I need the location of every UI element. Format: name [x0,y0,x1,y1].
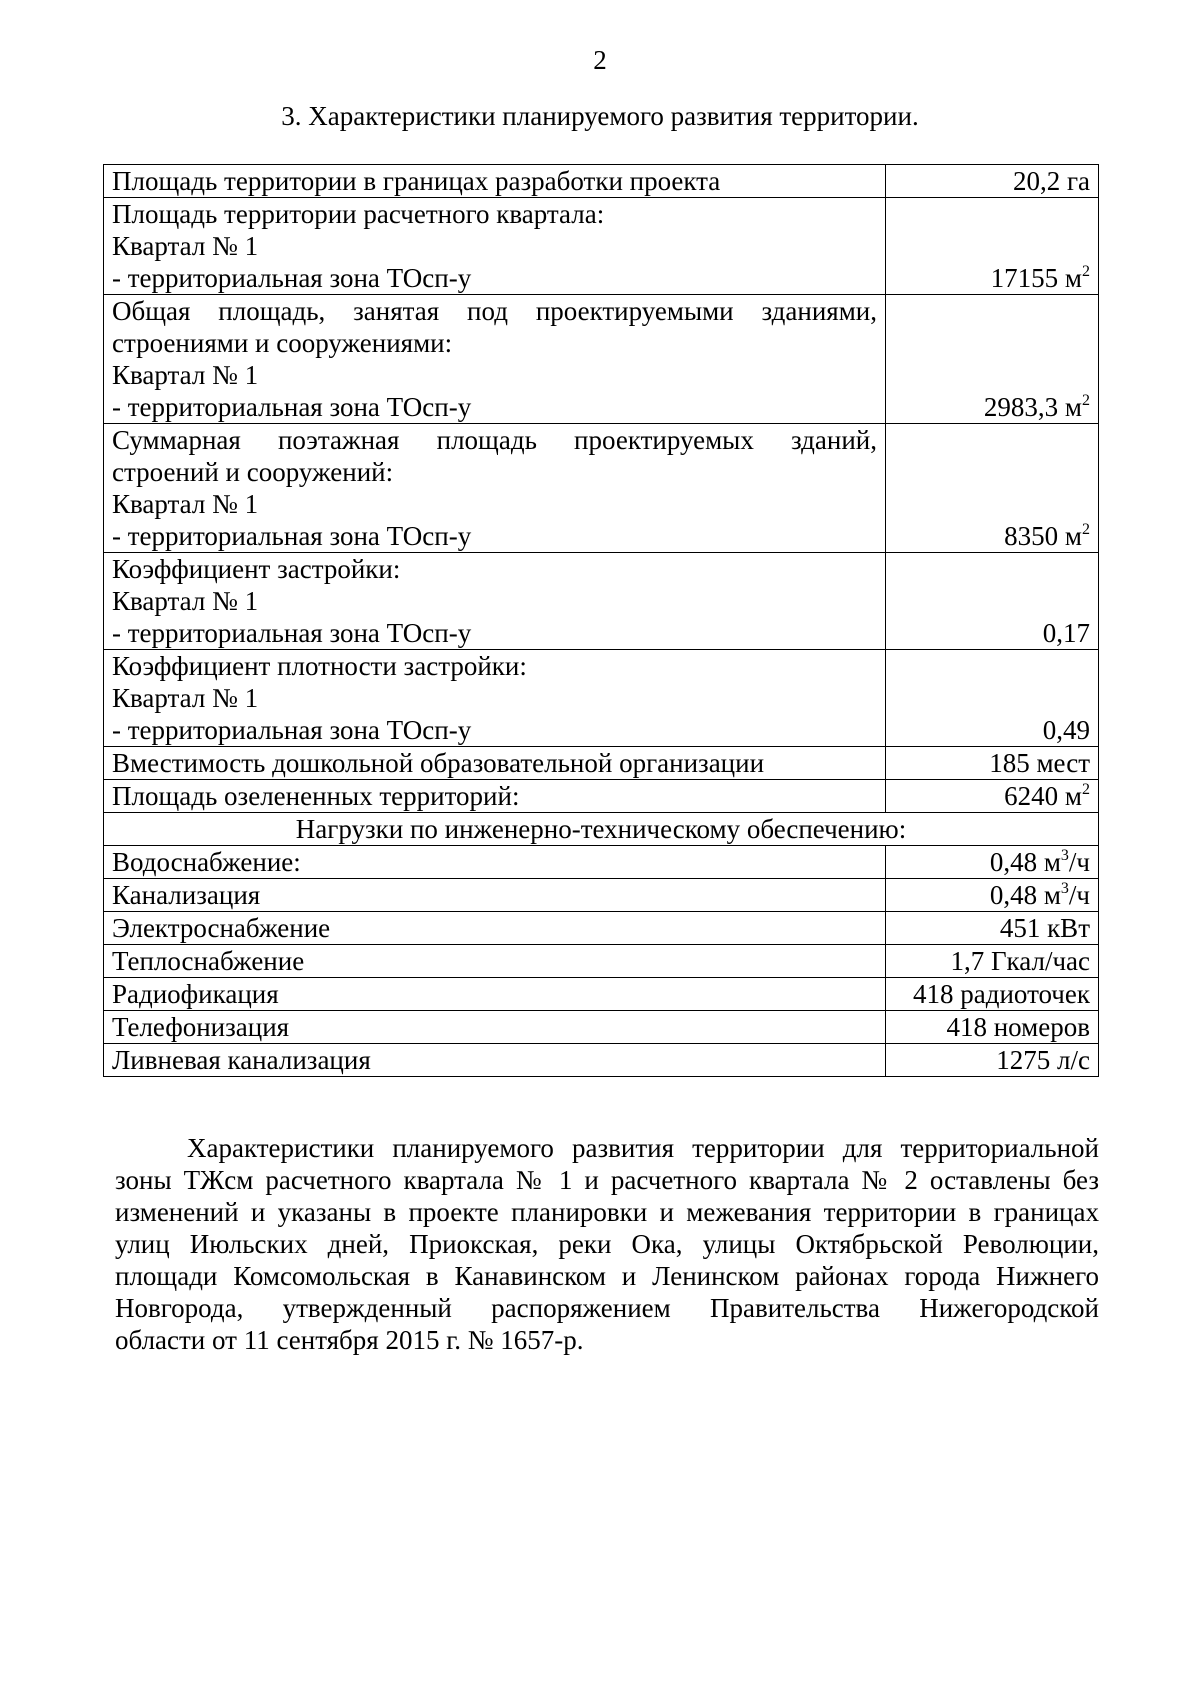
row-label [104,165,886,198]
row-label: Телефонизация [104,1011,886,1044]
note-line: улиц Июльских дней, Приокская, реки Ока, улицы Октябрьской Революции, [115,1229,1099,1259]
characteristics-table [103,164,1099,1077]
table-row [104,650,1099,747]
table-row [104,424,1099,553]
note-line: Характеристики планируемого развития территории для территориальной [187,1133,1099,1163]
row-value: 1275 л/с [886,1044,1099,1077]
table-row [104,165,1099,198]
label-line: Общая площадь, занятая под проектируемыми зданиями, [112,296,877,326]
label-line: Коэффициент застройки: [112,554,401,584]
label-line: Квартал № 1 [112,683,259,713]
label-line: строений и сооружений: [112,457,394,487]
label-line: Коэффициент плотности застройки: [112,651,527,681]
row-label [104,780,886,813]
row-value: 1,7 Гкал/час [886,945,1099,978]
row-value: 2983,3 $м^2$ [886,295,1099,424]
page-number: 2 [593,45,607,75]
label-line: - территориальная зона ТОсп-у [112,618,472,648]
row-label [104,650,886,747]
row-label [104,295,886,424]
label-line: Суммарная поэтажная площадь проектируемых зданий, [112,425,877,455]
row-label [104,198,886,295]
row-label: Водоснабжение: [104,846,886,879]
label-line: - территориальная зона ТОсп-у [112,521,472,551]
row-value: 451 кВт [886,912,1099,945]
row-value: 418 номеров [886,1011,1099,1044]
row-label: Радиофикация [104,978,886,1011]
note-line: Новгорода, утвержденный распоряжением Правительства Нижегородской [115,1293,1099,1323]
section-title: 3. Характеристики планируемого развития территории. [281,101,919,131]
row-label [104,553,886,650]
engineering-header: Нагрузки по инженерно-техническому обеспечению: [104,813,1099,846]
label-line: - территориальная зона ТОсп-у [112,263,472,293]
row-value: 418 радиоточек [886,978,1099,1011]
label-line: Квартал № 1 [112,360,259,390]
note-line: изменений и указаны в проекте планировки и межевания территории в границах [115,1197,1099,1227]
label-line: - территориальная зона ТОсп-у [112,715,472,745]
row-value: 0,49 [886,650,1099,747]
row-value: 6240 $м^2$ [886,780,1099,813]
table-row [104,846,1099,879]
label-line: Квартал № 1 [112,231,259,261]
label-line: Площадь территории расчетного квартала: [112,199,605,229]
table-row [104,945,1099,978]
label-line: строениями и сооружениями: [112,328,453,358]
note-paragraph [115,1132,1099,1356]
table-row [104,912,1099,945]
note-line: площади Комсомольская в Канавинском и Ленинском районах города Нижнего [115,1261,1099,1291]
table-row [104,553,1099,650]
row-label: Электроснабжение [104,912,886,945]
label-line: Площадь озелененных территорий: [112,781,520,811]
row-value: 20,2 га [886,165,1099,198]
row-value: 0,17 [886,553,1099,650]
row-value: 17155 $м^2$ [886,198,1099,295]
row-label: Канализация [104,879,886,912]
table-row [104,1044,1099,1077]
table-row [104,198,1099,295]
row-value: 0,48 $м^3/ч$ [886,846,1099,879]
note-line: области от 11 сентября 2015 г. № 1657-р. [115,1325,584,1355]
label-line: Квартал № 1 [112,489,259,519]
row-value: 185 мест [886,747,1099,780]
label-line: - территориальная зона ТОсп-у [112,392,472,422]
table-row [104,747,1099,780]
label-line: Вместимость дошкольной образовательной организации [112,748,765,778]
table-row [104,780,1099,813]
table-row [104,1011,1099,1044]
table-row [104,879,1099,912]
row-value: 0,48 $м^3/ч$ [886,879,1099,912]
row-label [104,424,886,553]
label-line: Квартал № 1 [112,586,259,616]
row-label: Ливневая канализация [104,1044,886,1077]
label-line: Площадь территории в границах разработки проекта [112,166,721,196]
table-section-header-row [104,813,1099,846]
row-value: 8350 $м^2$ [886,424,1099,553]
row-label: Теплоснабжение [104,945,886,978]
note-line: зоны ТЖсм расчетного квартала № 1 и расчетного квартала № 2 оставлены без [115,1165,1099,1195]
row-label [104,747,886,780]
table-row [104,978,1099,1011]
table-row [104,295,1099,424]
